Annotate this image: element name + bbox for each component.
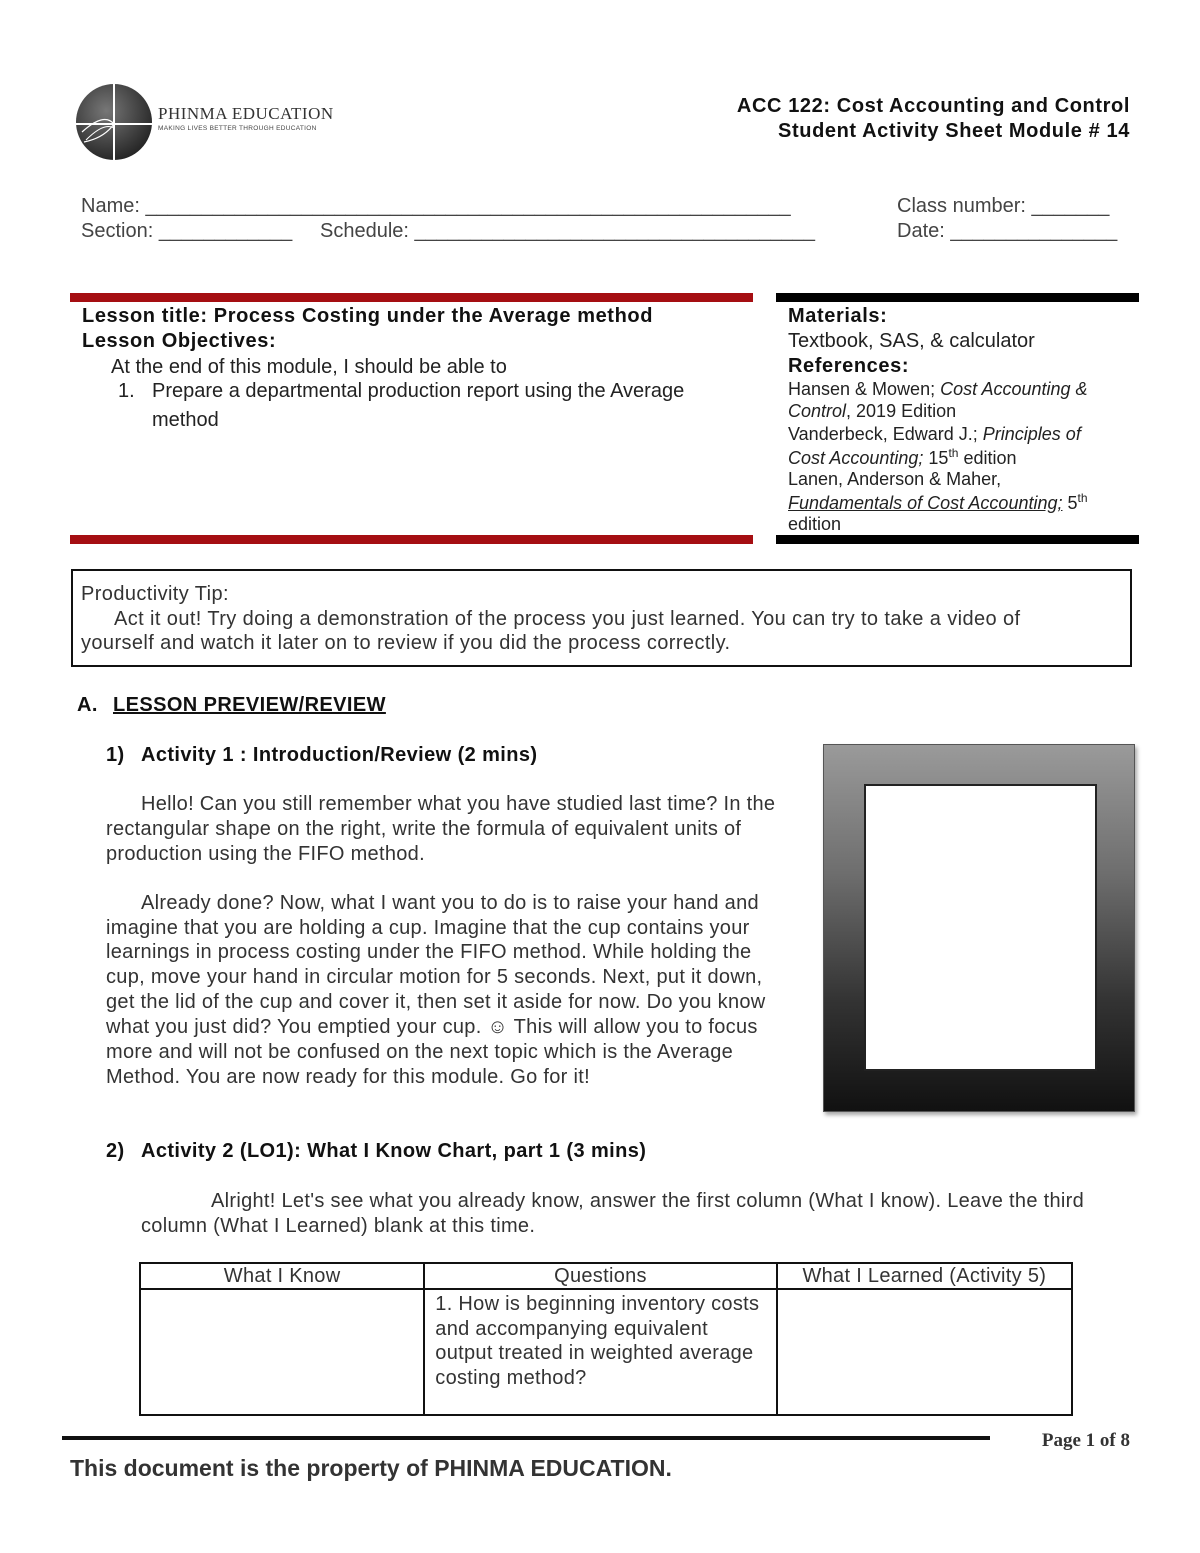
ref2-edition-sup: th	[948, 446, 959, 460]
section-a-title: LESSON PREVIEW/REVIEW	[113, 694, 386, 716]
objective-1-line1: Prepare a departmental production report using the Average	[152, 380, 685, 402]
ref1-authors: Hansen & Mowen;	[788, 379, 936, 399]
date-field[interactable]: Date: _______________	[897, 220, 1118, 242]
what-i-know-chart	[139, 1262, 1073, 1416]
answer-box[interactable]	[864, 784, 1097, 1071]
materials-bottom-bar	[776, 535, 1139, 544]
materials-text: Textbook, SAS, & calculator	[788, 330, 1035, 352]
activity-1-p2-line3: learnings in process costing under the FIFO method. While holding the	[106, 941, 752, 963]
reference-3-line2	[788, 491, 1088, 514]
ref2-authors: Vanderbeck, Edward J.;	[788, 424, 978, 444]
lesson-title: Lesson title: Process Costing under the Average method	[82, 305, 654, 327]
ref2-edition-num: 15	[928, 448, 949, 468]
property-notice: This document is the property of PHINMA EDUCATION.	[70, 1455, 672, 1481]
materials-top-bar	[776, 293, 1139, 302]
module-title: Student Activity Sheet Module # 14	[778, 120, 1130, 142]
activity-1-p2-line8: Method. You are now ready for this module. Go for it!	[106, 1066, 590, 1088]
activity-1-p1-line2: rectangular shape on the right, write the formula of equivalent units of	[106, 818, 742, 840]
reference-2-line1	[788, 424, 1081, 445]
reference-1-line2	[788, 401, 956, 422]
schedule-field[interactable]: Schedule: ____________________________________	[320, 220, 815, 242]
ref1-edition: , 2019 Edition	[846, 401, 957, 421]
ref3-edition-sup: th	[1077, 491, 1088, 505]
reference-1-line1	[788, 379, 1088, 400]
question-cell: 1. How is beginning inventory costs and accompanying equivalent output treated in weighted average costing method?	[424, 1289, 776, 1415]
ref2-title-b: Cost Accounting;	[788, 448, 924, 468]
activity-1-number: 1)	[106, 744, 125, 766]
references-label: References:	[788, 355, 910, 377]
activity-1-p2-line2: imagine that you are holding a cup. Imagine that the cup contains your	[106, 917, 750, 939]
class-number-field[interactable]: Class number: _______	[897, 195, 1110, 217]
tip-line-1: Act it out! Try doing a demonstration of the process you just learned. You can try to take a video of	[114, 608, 1021, 630]
header-what-i-learned: What I Learned (Activity 5)	[777, 1263, 1072, 1289]
tip-label: Productivity Tip:	[81, 583, 229, 605]
ref3-title: Fundamentals of Cost Accounting;	[788, 493, 1063, 513]
activity-1-p2-line6: what you just did? You emptied your cup. ☺ This will allow you to focus	[106, 1016, 758, 1038]
materials-label: Materials:	[788, 305, 888, 327]
lesson-top-bar	[70, 293, 753, 302]
activity-2-intro-line1: Alright! Let's see what you already know, answer the first column (What I know). Leave the third	[211, 1190, 1085, 1212]
activity-1-p2-line4: cup, move your hand in circular motion for 5 seconds. Next, put it down,	[106, 966, 763, 988]
objective-number: 1.	[118, 380, 135, 402]
footer-divider	[62, 1436, 990, 1440]
ref2-title-a: Principles of	[982, 424, 1081, 444]
logo-tagline: MAKING LIVES BETTER THROUGH EDUCATION	[158, 125, 317, 132]
tip-line-2: yourself and watch it later on to review if you did the process correctly.	[81, 632, 731, 654]
activity-1-p2-line1: Already done? Now, what I want you to do is to raise your hand and	[141, 892, 759, 914]
activity-1-p2-line5: get the lid of the cup and cover it, then set it aside for now. Do you know	[106, 991, 766, 1013]
table-header-row	[140, 1263, 1072, 1289]
reference-3-line1: Lanen, Anderson & Maher,	[788, 469, 1002, 489]
activity-2-number: 2)	[106, 1140, 125, 1162]
objectives-intro: At the end of this module, I should be able to	[111, 356, 507, 378]
section-a-letter: A.	[77, 694, 98, 716]
logo-name: PHINMA EDUCATION	[158, 104, 334, 123]
what-i-learned-cell[interactable]	[777, 1289, 1072, 1415]
ref2-edition-word: edition	[963, 448, 1017, 468]
what-i-know-cell[interactable]	[140, 1289, 424, 1415]
activity-2-title: Activity 2 (LO1): What I Know Chart, part 1 (3 mins)	[141, 1140, 647, 1162]
ref1-title-a: Cost Accounting &	[940, 379, 1088, 399]
header-questions: Questions	[424, 1263, 776, 1289]
table-row	[140, 1289, 1072, 1415]
ref1-title-b: Control	[788, 401, 847, 421]
header-what-i-know: What I Know	[140, 1263, 424, 1289]
activity-1-title: Activity 1 : Introduction/Review (2 mins)	[141, 744, 538, 766]
reference-3-line3: edition	[788, 514, 842, 534]
activity-1-p1-line1: Hello! Can you still remember what you have studied last time? In the	[141, 793, 776, 815]
objectives-label: Lesson Objectives:	[82, 330, 277, 352]
section-field[interactable]: Section: ____________	[81, 220, 293, 242]
objective-1-line2: method	[152, 409, 219, 431]
course-title: ACC 122: Cost Accounting and Control	[736, 95, 1130, 117]
activity-2-intro-line2: column (What I Learned) blank at this time.	[141, 1215, 536, 1237]
page-number: Page 1 of 8	[1041, 1430, 1130, 1451]
logo-globe-icon	[74, 82, 154, 162]
activity-1-p2-line7: more and will not be confused on the next topic which is the Average	[106, 1041, 734, 1063]
activity-1-p1-line3: production using the FIFO method.	[106, 843, 425, 865]
lesson-bottom-bar	[70, 535, 753, 544]
name-field[interactable]: Name: __________________________________________________________	[81, 195, 791, 217]
reference-2-line2	[788, 446, 1017, 469]
ref3-edition-num: 5	[1067, 493, 1078, 513]
